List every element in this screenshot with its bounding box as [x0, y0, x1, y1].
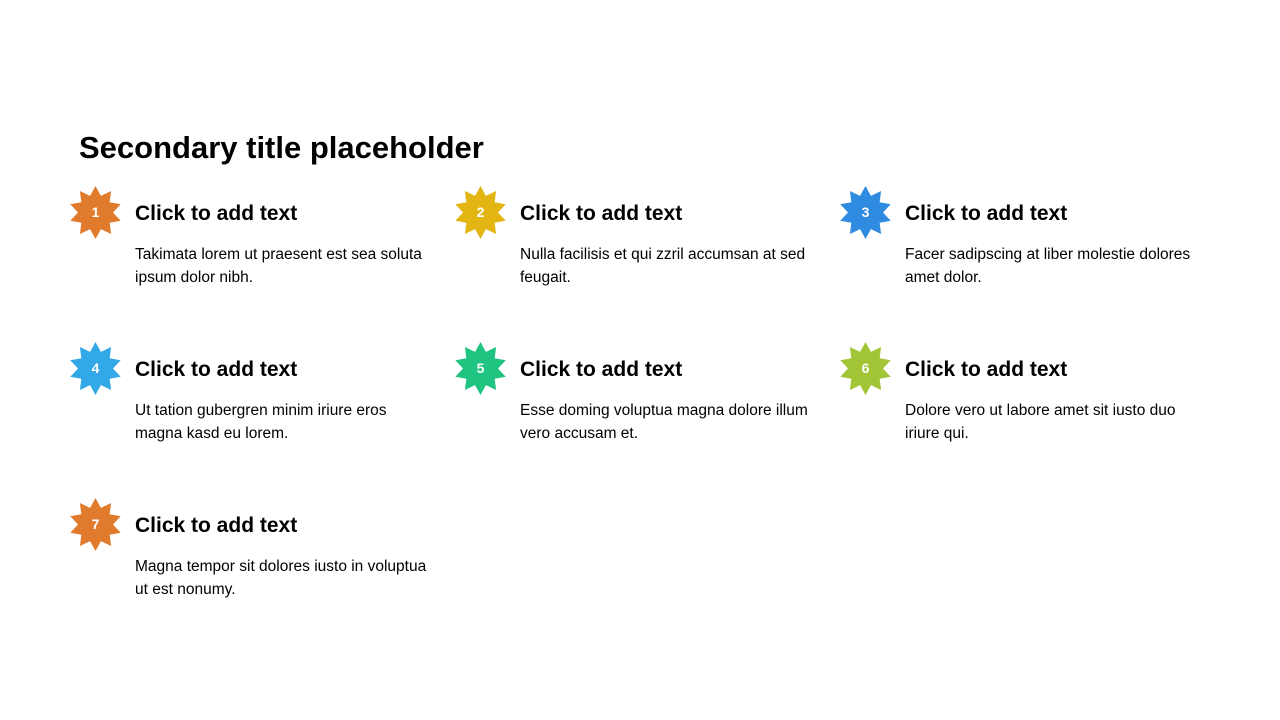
star-burst-icon [839, 186, 892, 239]
item-heading[interactable]: Click to add text [520, 358, 683, 381]
star-burst-icon [839, 342, 892, 395]
badge-number: 6 [861, 360, 870, 376]
badge-number: 7 [91, 516, 100, 532]
item-body[interactable]: Takimata lorem ut praesent est sea soluta ipsum dolor nibh. [135, 246, 422, 286]
badge-number: 5 [476, 360, 485, 376]
list-item [839, 186, 1199, 316]
star-burst-icon [454, 186, 507, 239]
item-heading[interactable]: Click to add text [135, 202, 298, 225]
item-heading[interactable]: Click to add text [135, 514, 298, 537]
item-heading[interactable]: Click to add text [520, 202, 683, 225]
list-item [69, 342, 429, 472]
star-burst-icon [69, 342, 122, 395]
item-heading[interactable]: Click to add text [905, 358, 1068, 381]
badge-number: 3 [861, 204, 870, 220]
item-heading[interactable]: Click to add text [135, 358, 298, 381]
list-item [454, 342, 814, 472]
item-body[interactable]: Ut tation gubergren minim iriure eros magna kasd eu lorem. [135, 402, 387, 442]
item-body[interactable]: Esse doming voluptua magna dolore illum vero accusam et. [520, 402, 808, 442]
list-item [69, 186, 429, 316]
item-body[interactable]: Facer sadipscing at liber molestie dolores amet dolor. [905, 246, 1191, 286]
badge-number: 4 [91, 360, 100, 376]
slide-title[interactable]: Secondary title placeholder [79, 130, 484, 165]
item-body[interactable]: Nulla facilisis et qui zzril accumsan at sed feugait. [520, 246, 806, 286]
star-burst-icon [69, 186, 122, 239]
list-item [69, 498, 429, 628]
item-body[interactable]: Dolore vero ut labore amet sit iusto duo iriure qui. [905, 402, 1176, 442]
badge-number: 2 [476, 204, 485, 220]
star-burst-icon [454, 342, 507, 395]
item-body[interactable]: Magna tempor sit dolores iusto in voluptua ut est nonumy. [135, 558, 427, 598]
list-item [454, 186, 814, 316]
item-heading[interactable]: Click to add text [905, 202, 1068, 225]
star-burst-icon [69, 498, 122, 551]
badge-number: 1 [91, 204, 100, 220]
list-item [839, 342, 1199, 472]
